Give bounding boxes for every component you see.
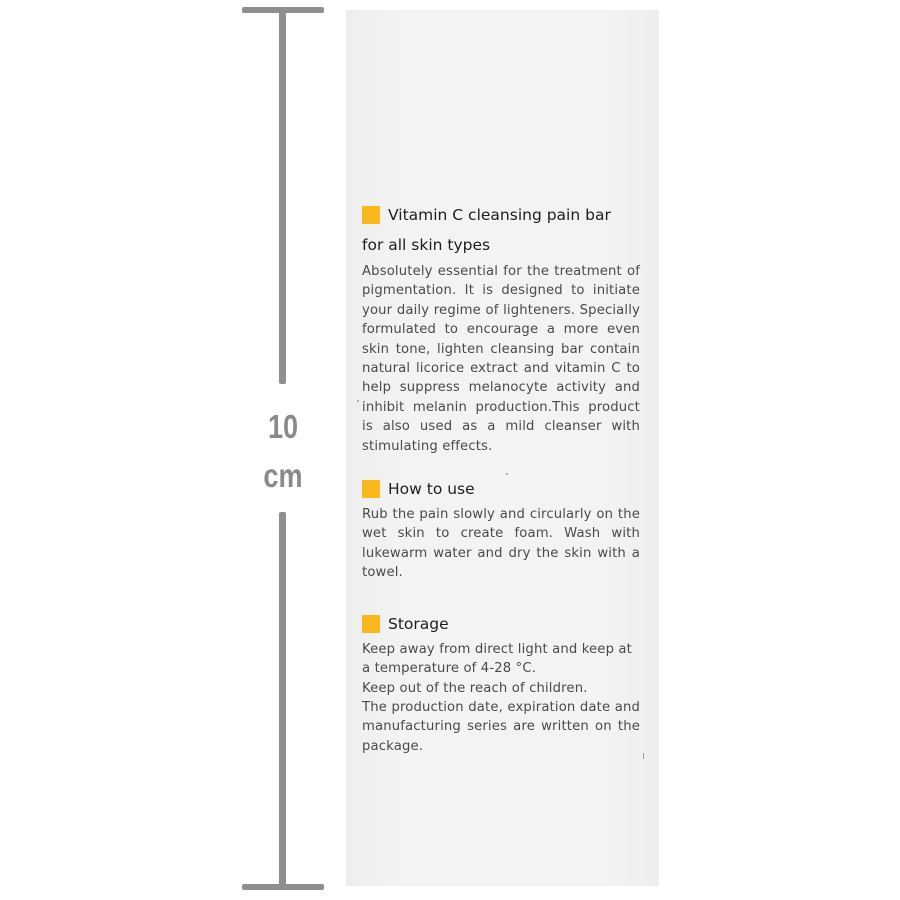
- description-section: [362, 200, 640, 456]
- ruler-line-lower: [279, 512, 286, 888]
- bullet-square-icon: [362, 615, 380, 633]
- storage-body: [362, 640, 640, 756]
- description-heading: [362, 200, 640, 230]
- storage-line-light: Keep away from direct light and keep at a temperature of 4-28 °C.: [362, 641, 632, 677]
- ruler-line-upper: [279, 10, 286, 384]
- storage-line-dates: The production date, expiration date and manufacturing series are written on the package.: [362, 699, 640, 754]
- storage-title: Storage: [388, 614, 449, 633]
- how-to-use-section: [362, 474, 640, 583]
- bullet-square-icon: [362, 480, 380, 498]
- storage-line-children: Keep out of the reach of children.: [362, 680, 588, 696]
- description-body: Absolutely essential for the treatment of pigmentation. It is designed to initiate your daily regime of lighteners. Specially formulated to encourage a more even skin tone, lighten cleansing bar contain natural licorice extract and vitamin C to help suppress melanocyte activity and inhibit melanin production.This product is also used as a mild cleanser with stimulating effects.: [362, 264, 640, 454]
- bullet-square-icon: [362, 206, 380, 224]
- description-title-line1: Vitamin C cleansing pain bar: [388, 206, 611, 224]
- dimension-unit: cm: [263, 457, 303, 494]
- ruler-bottom-cap: [242, 884, 324, 890]
- storage-heading: [362, 609, 640, 639]
- how-to-use-heading: [362, 474, 640, 504]
- storage-section: [362, 609, 640, 756]
- print-speck: [357, 400, 359, 402]
- dimension-value: 10: [267, 408, 299, 445]
- label-text-panel: [362, 200, 640, 756]
- how-to-use-title: How to use: [388, 480, 475, 499]
- product-box: [346, 10, 659, 886]
- description-title-line2: for all skin types: [362, 236, 491, 254]
- print-speck: [643, 753, 644, 759]
- how-to-use-body: Rub the pain slowly and circularly on the wet skin to create foam. Wash with lukewarm water and dry the skin with a towel.: [362, 507, 640, 581]
